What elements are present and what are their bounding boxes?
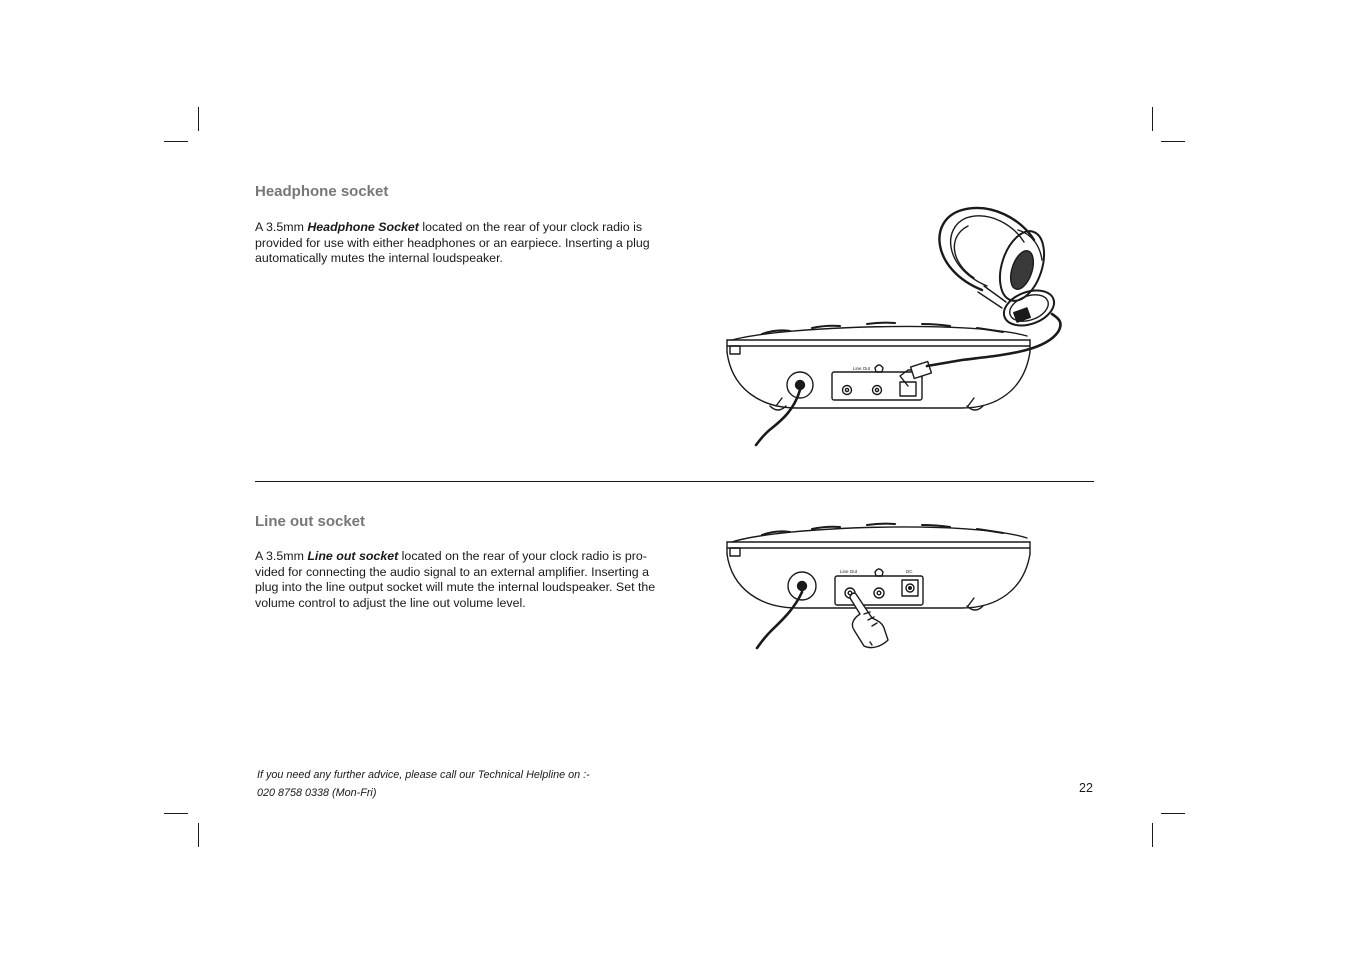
crop-mark [198,823,199,847]
headphone-description: A 3.5mm Headphone Socket located on the rear of your clock radio is provided for use with either headphones or an earpiece. Inserting a plug automatically mutes the internal loudspeaker. [255,220,650,266]
crop-mark [1161,141,1185,142]
crop-mark [164,813,188,814]
lineout-illustration-label-dc: DC [906,569,913,574]
crop-mark [1161,813,1185,814]
footer-phone-number: 020 8758 0338 (Mon-Fri) [257,787,377,799]
headphone-section-title: Headphone socket [255,183,389,200]
headphone-illustration [722,200,1067,450]
lineout-emphasis: Line out socket [307,549,399,563]
footer-helpline-text: If you need any further advice, please call our Technical Helpline on :- [257,769,590,781]
lineout-illustration-label: Line Out [840,569,858,574]
crop-mark [164,141,188,142]
crop-mark [198,107,199,131]
lineout-illustration [722,510,1042,655]
headphone-emphasis: Headphone Socket [307,220,419,234]
crop-mark [1152,823,1153,847]
crop-mark [1152,107,1153,131]
headphone-illustration-label: Line Out [853,366,871,371]
section-divider [255,481,1094,482]
lineout-section-title: Line out socket [255,513,366,530]
lineout-description: A 3.5mm Line out socket located on the rear of your clock radio is pro- vided for connecting the audio signal to an external amplifier. Inserting a plug into the line output socket will mute the internal loudspeaker. Set the volume control to adjust the line out volume level. [255,549,656,610]
page-number: 22 [1079,781,1093,795]
